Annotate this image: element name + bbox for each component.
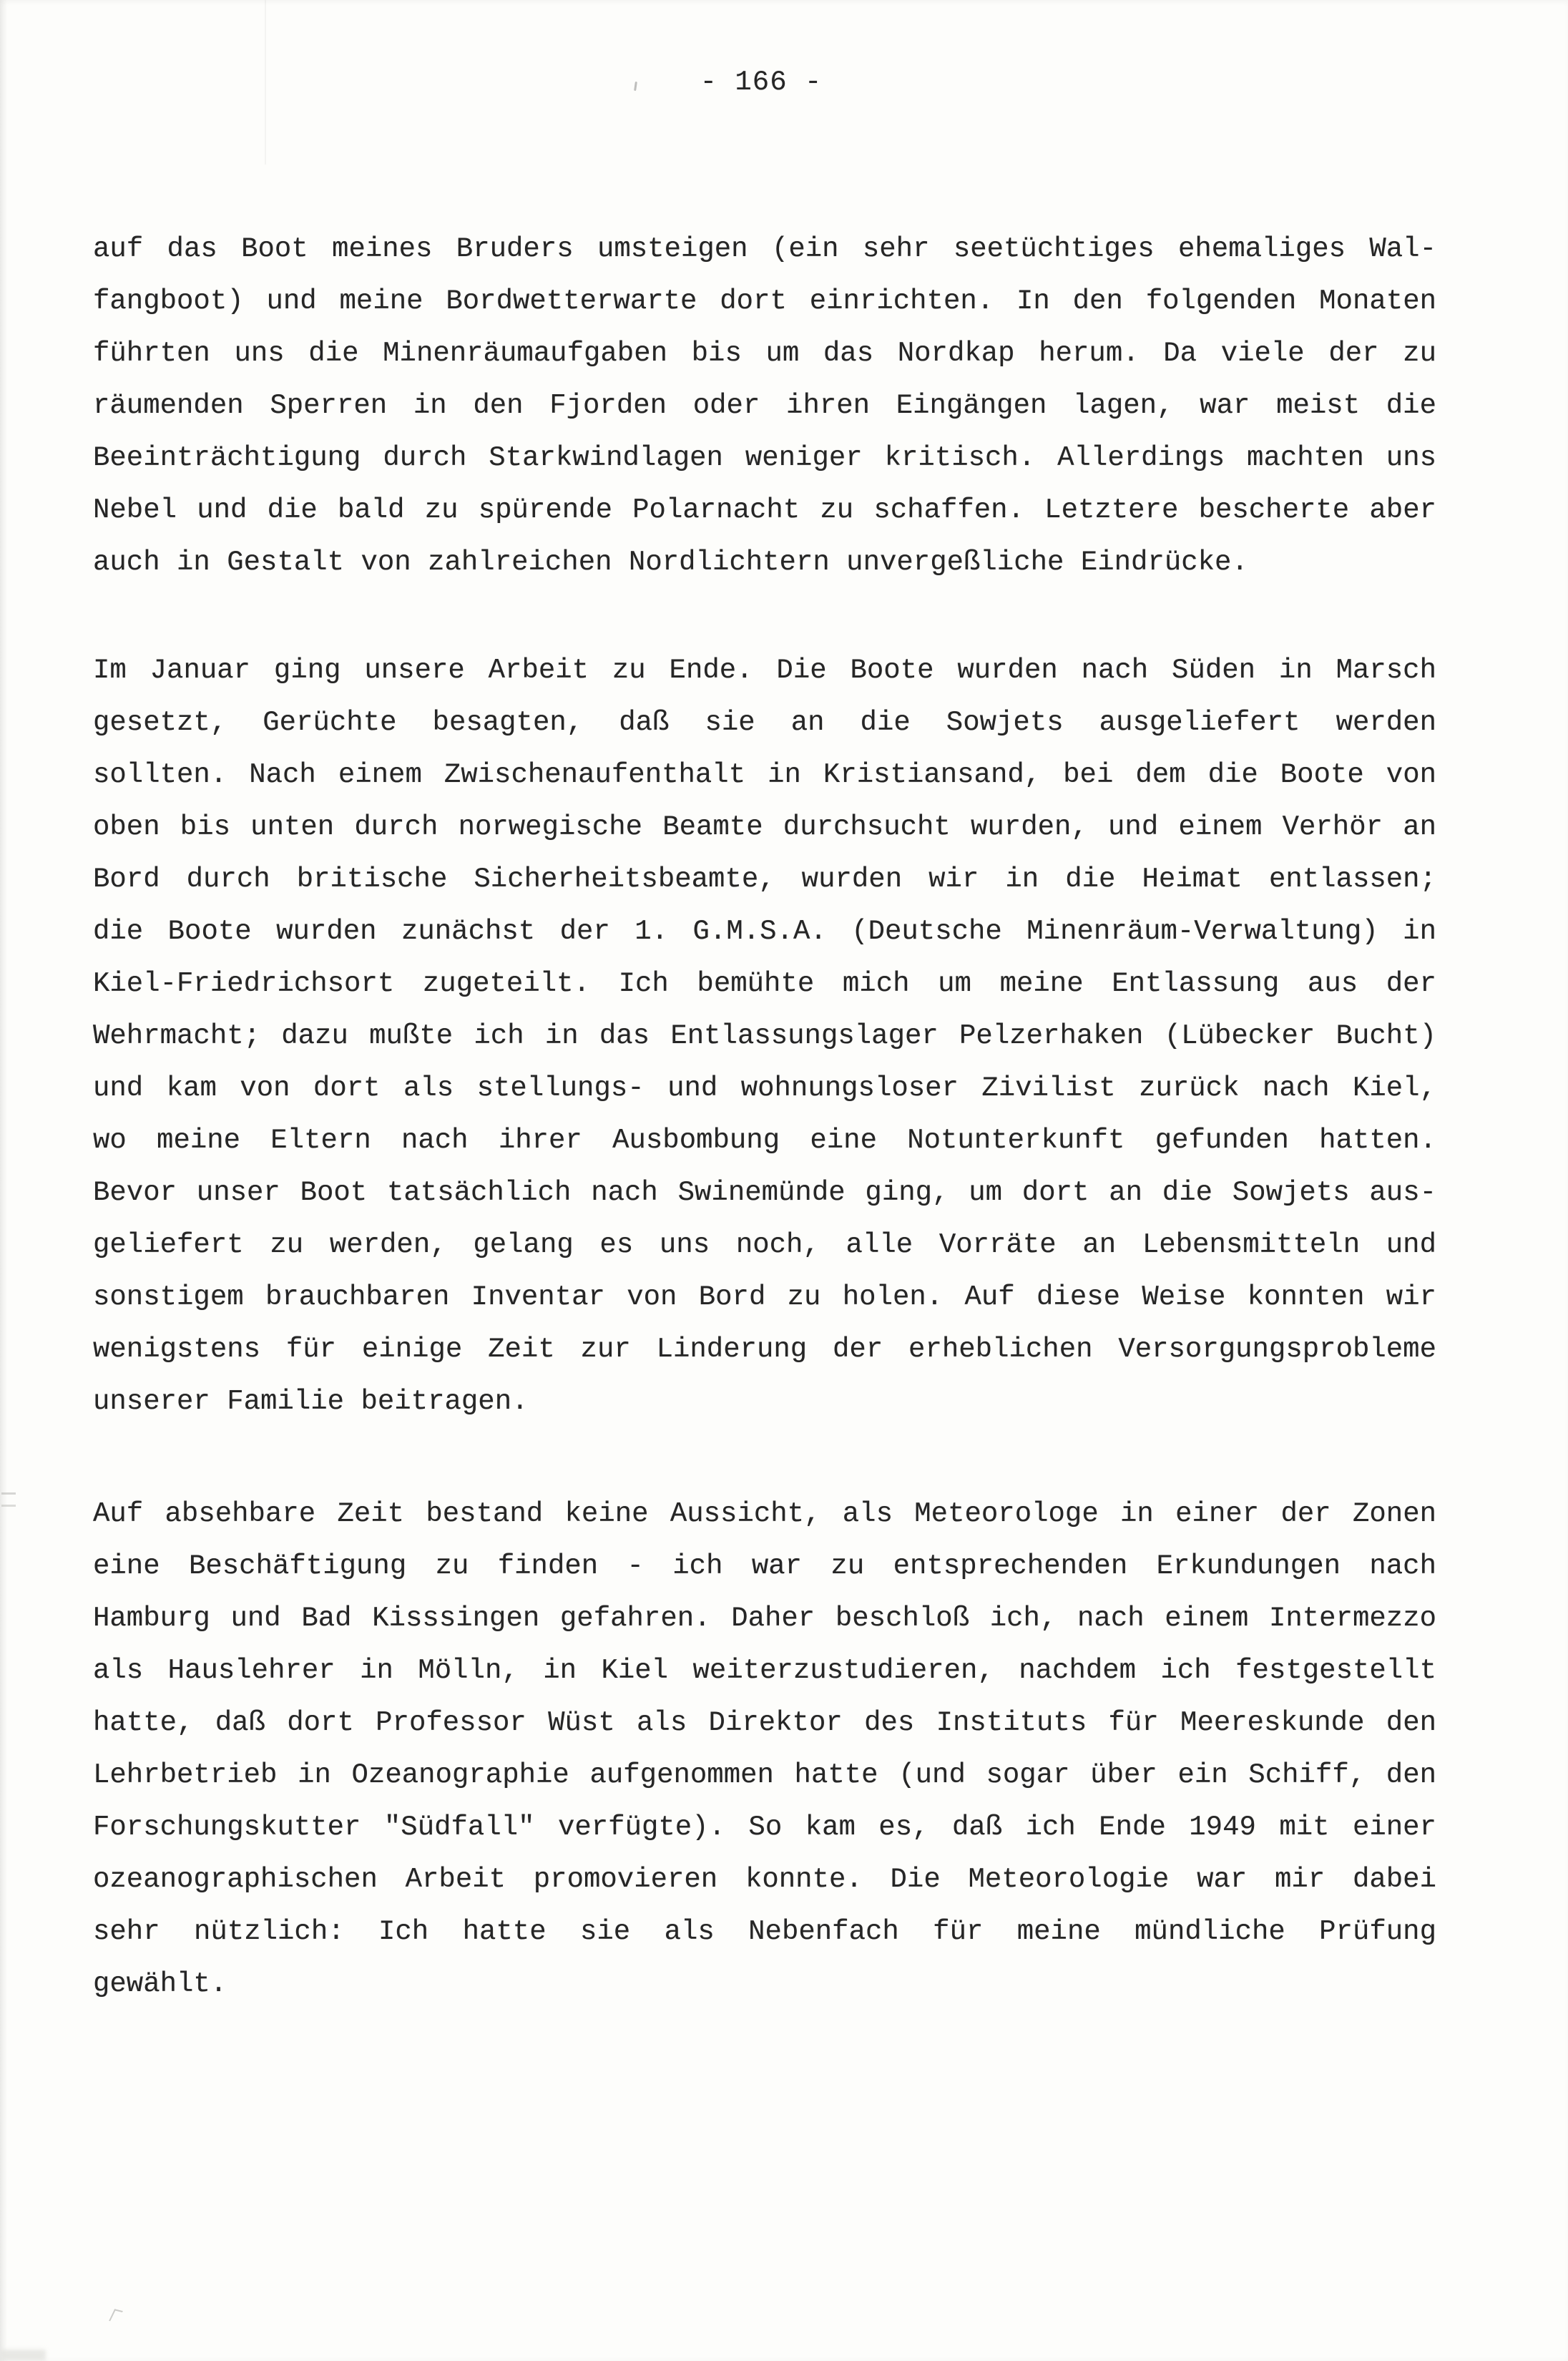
text-line: führten uns die Minenräumaufgaben bis um das Nordkap herum. Da viele der zu [93, 338, 1436, 369]
text-line: Kiel-Friedrichsort zugeteilt. Ich bemühte mich um meine Entlassung aus der [93, 968, 1436, 999]
text-line: Im Januar ging unsere Arbeit zu Ende. Die Boote wurden nach Süden in Marsch [93, 655, 1436, 686]
text-line: Wehrmacht; dazu mußte ich in das Entlassungslager Pelzerhaken (Lübecker Bucht) [93, 1020, 1436, 1052]
text-line: gesetzt, Gerüchte besagten, daß sie an die Sowjets ausgeliefert werden [93, 707, 1436, 738]
text-line: eine Beschäftigung zu finden - ich war zu entsprechenden Erkundungen nach [93, 1550, 1436, 1582]
text-line: ozeanographischen Arbeit promovieren konnte. Die Meteorologie war mir dabei [93, 1864, 1436, 1895]
text-line: die Boote wurden zunächst der 1. G.M.S.A. (Deutsche Minenräum-Verwaltung) in [93, 916, 1436, 947]
text-line: fangboot) und meine Bordwetterwarte dort einrichten. In den folgenden Monaten [93, 285, 1436, 317]
text-line: unserer Familie beitragen. [93, 1386, 529, 1417]
paragraph [93, 645, 1436, 1428]
text-line: Auf absehbare Zeit bestand keine Aussicht, als Meteorologe in einer der Zonen [93, 1498, 1436, 1530]
text-line: sonstigem brauchbaren Inventar von Bord zu holen. Auf diese Weise konnten wir [93, 1281, 1436, 1313]
text-line: als Hauslehrer in Mölln, in Kiel weiterzustudieren, nachdem ich festgestellt [93, 1655, 1436, 1686]
text-line: oben bis unten durch norwegische Beamte durchsucht wurden, und einem Verhör an [93, 811, 1436, 843]
corner-smudge [0, 2350, 46, 2361]
text-line: sollten. Nach einem Zwischenaufenthalt in Kristiansand, bei dem die Boote von [93, 759, 1436, 791]
text-line: und kam von dort als stellungs- und wohnungsloser Zivilist zurück nach Kiel, [93, 1072, 1436, 1104]
text-line: sehr nützlich: Ich hatte sie als Nebenfach für meine mündliche Prüfung [93, 1916, 1436, 1947]
text-line: gewählt. [93, 1968, 227, 2000]
text-line: wo meine Eltern nach ihrer Ausbombung eine Notunterkunft gefunden hatten. [93, 1125, 1436, 1156]
text-line: Beeinträchtigung durch Starkwindlagen weniger kritisch. Allerdings machten uns [93, 442, 1436, 474]
page-number: - 166 - [700, 67, 823, 98]
text-line: Hamburg und Bad Kisssingen gefahren. Daher beschloß ich, nach einem Intermezzo [93, 1603, 1436, 1634]
text-line: Forschungskutter "Südfall" verfügte). So kam es, daß ich Ende 1949 mit einer [93, 1812, 1436, 1843]
text-block [93, 223, 1436, 2010]
text-line: geliefert zu werden, gelang es uns noch, alle Vorräte an Lebensmitteln und [93, 1229, 1436, 1261]
text-line: Lehrbetrieb in Ozeanographie aufgenommen hatte (und sogar über ein Schiff, den [93, 1759, 1436, 1791]
paragraph [93, 223, 1436, 589]
paragraph [93, 1488, 1436, 2010]
text-line: auf das Boot meines Bruders umsteigen (ein sehr seetüchtiges ehemaliges Wal- [93, 233, 1436, 265]
text-line: Bord durch britische Sicherheitsbeamte, wurden wir in die Heimat entlassen; [93, 864, 1436, 895]
margin-smudge [1, 1492, 16, 1507]
pen-mark [109, 2309, 123, 2322]
text-line: auch in Gestalt von zahlreichen Nordlichtern unvergeßliche Eindrücke. [93, 547, 1248, 578]
text-line: Bevor unser Boot tatsächlich nach Swinemünde ging, um dort an die Sowjets aus- [93, 1177, 1436, 1208]
text-line: räumenden Sperren in den Fjorden oder ihren Eingängen lagen, war meist die [93, 390, 1436, 421]
text-line: wenigstens für einige Zeit zur Linderung der erheblichen Versorgungsprobleme [93, 1334, 1436, 1365]
text-line: Nebel und die bald zu spürende Polarnacht zu schaffen. Letztere bescherte aber [93, 494, 1436, 526]
text-line: hatte, daß dort Professor Wüst als Direktor des Instituts für Meereskunde den [93, 1707, 1436, 1739]
